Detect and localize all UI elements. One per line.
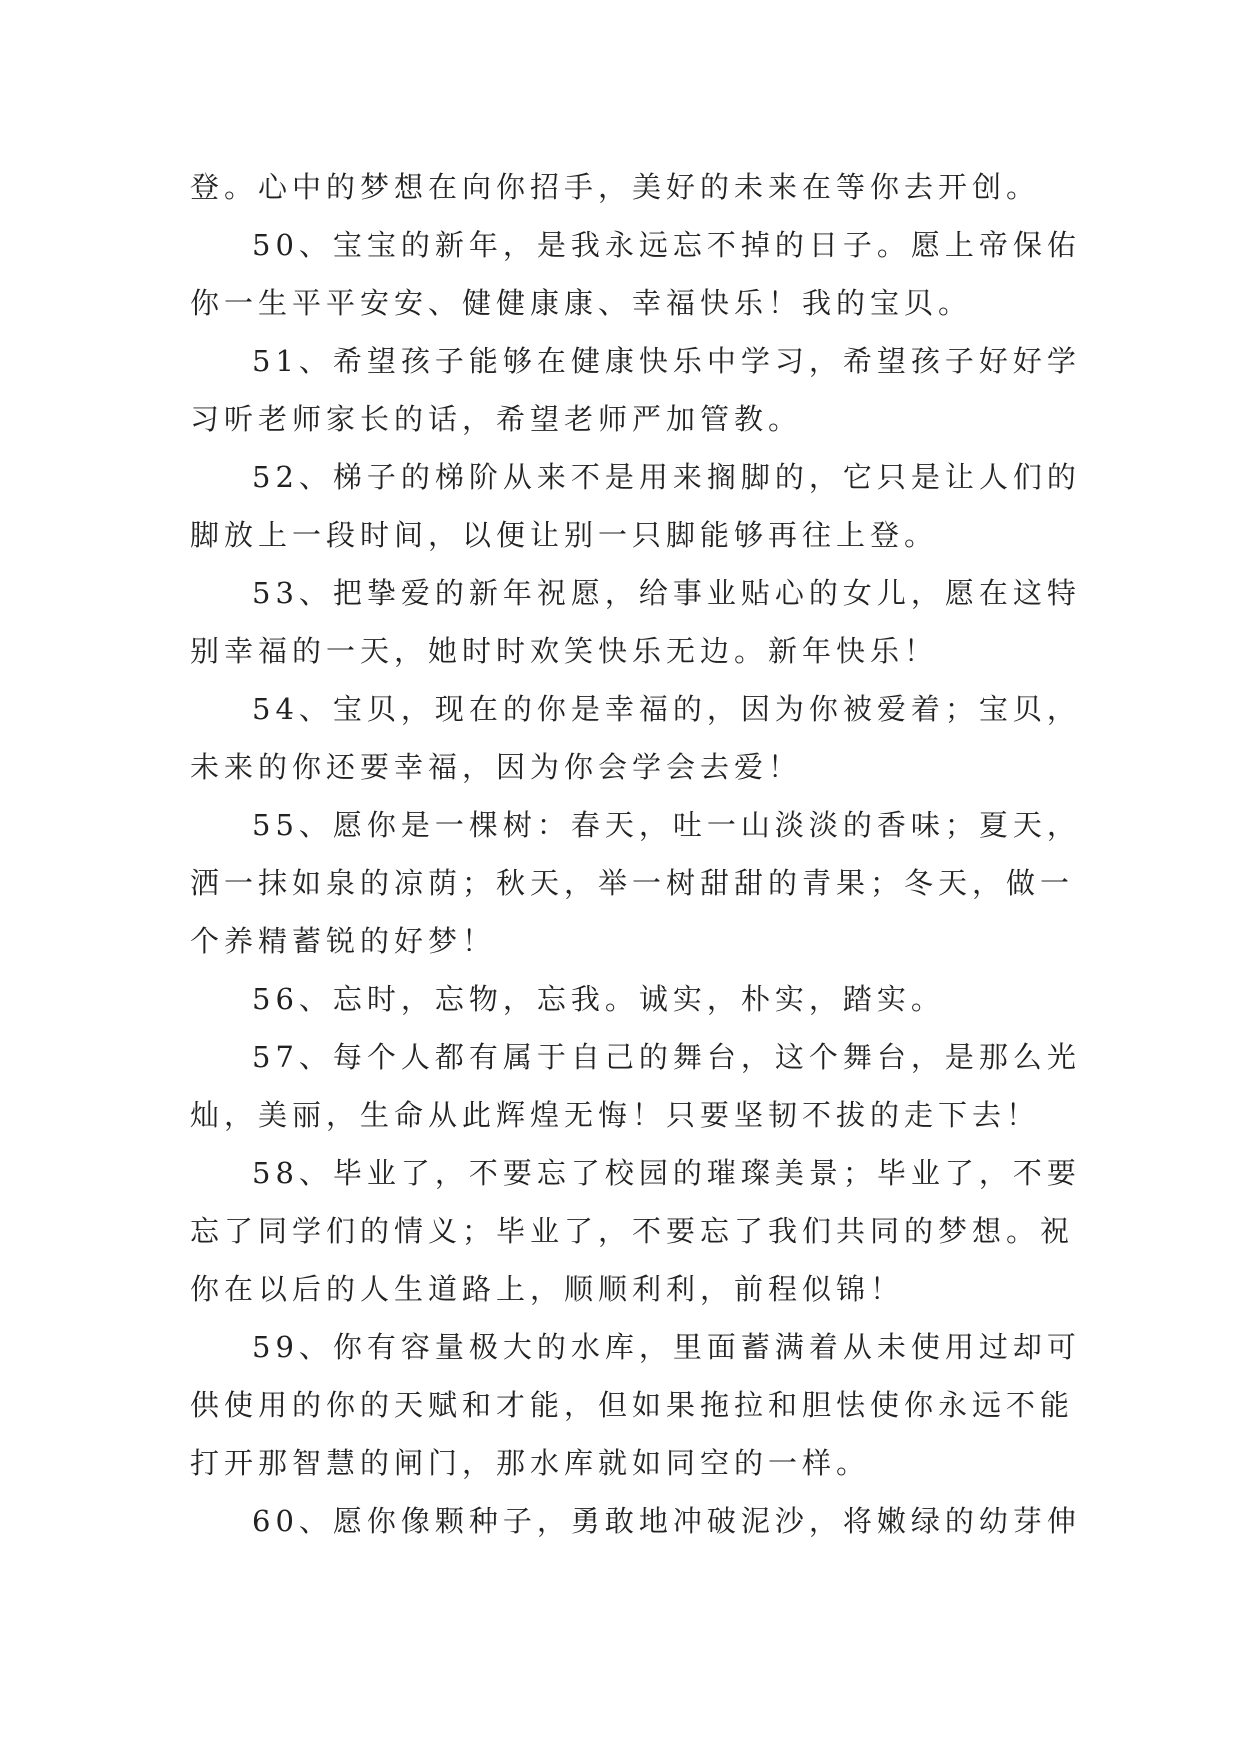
text-line-6: 52、梯子的梯阶从来不是用来搁脚的，它只是让人们的 (252, 460, 1081, 494)
text-body (190, 158, 1081, 1550)
text-line-20: 你在以后的人生道路上，顺顺利利，前程似锦！ (190, 1272, 905, 1306)
text-line-22: 供使用的你的天赋和才能，但如果拖拉和胆怯使你永远不能 (190, 1388, 1075, 1422)
text-line-5: 习听老师家长的话，希望老师严加管教。 (190, 402, 803, 436)
text-line-2: 50、宝宝的新年，是我永远忘不掉的日子。愿上帝保佑 (252, 228, 1081, 262)
text-line-18: 58、毕业了，不要忘了校园的璀璨美景；毕业了，不要 (252, 1156, 1081, 1190)
text-line-17: 灿，美丽，生命从此辉煌无悔！只要坚韧不拔的走下去！ (190, 1098, 1041, 1132)
text-line-3: 你一生平平安安、健健康康、幸福快乐！我的宝贝。 (190, 286, 973, 320)
text-line-9: 别幸福的一天，她时时欢笑快乐无边。新年快乐！ (190, 634, 939, 668)
text-line-1: 登。心中的梦想在向你招手，美好的未来在等你去开创。 (190, 170, 1041, 204)
text-line-8: 53、把挚爱的新年祝愿，给事业贴心的女儿，愿在这特 (252, 576, 1081, 610)
text-line-15: 56、忘时，忘物，忘我。诚实，朴实，踏实。 (252, 982, 945, 1016)
text-line-13: 洒一抹如泉的凉荫；秋天，举一树甜甜的青果；冬天，做一 (190, 866, 1075, 900)
text-line-23: 打开那智慧的闸门，那水库就如同空的一样。 (190, 1446, 871, 1480)
text-line-16: 57、每个人都有属于自己的舞台，这个舞台，是那么光 (252, 1040, 1081, 1074)
text-line-19: 忘了同学们的情义；毕业了，不要忘了我们共同的梦想。祝 (190, 1214, 1075, 1248)
text-line-14: 个养精蓄锐的好梦！ (190, 924, 497, 958)
text-line-4: 51、希望孩子能够在健康快乐中学习，希望孩子好好学 (252, 344, 1081, 378)
text-line-24: 60、愿你像颗种子，勇敢地冲破泥沙，将嫩绿的幼芽伸 (252, 1504, 1081, 1538)
text-line-21: 59、你有容量极大的水库，里面蓄满着从未使用过却可 (252, 1330, 1081, 1364)
text-line-12: 55、愿你是一棵树：春天，吐一山淡淡的香味；夏天， (252, 808, 1081, 842)
text-line-11: 未来的你还要幸福，因为你会学会去爱！ (190, 750, 803, 784)
text-line-10: 54、宝贝，现在的你是幸福的，因为你被爱着；宝贝， (252, 692, 1081, 726)
text-line-7: 脚放上一段时间，以便让别一只脚能够再往上登。 (190, 518, 939, 552)
